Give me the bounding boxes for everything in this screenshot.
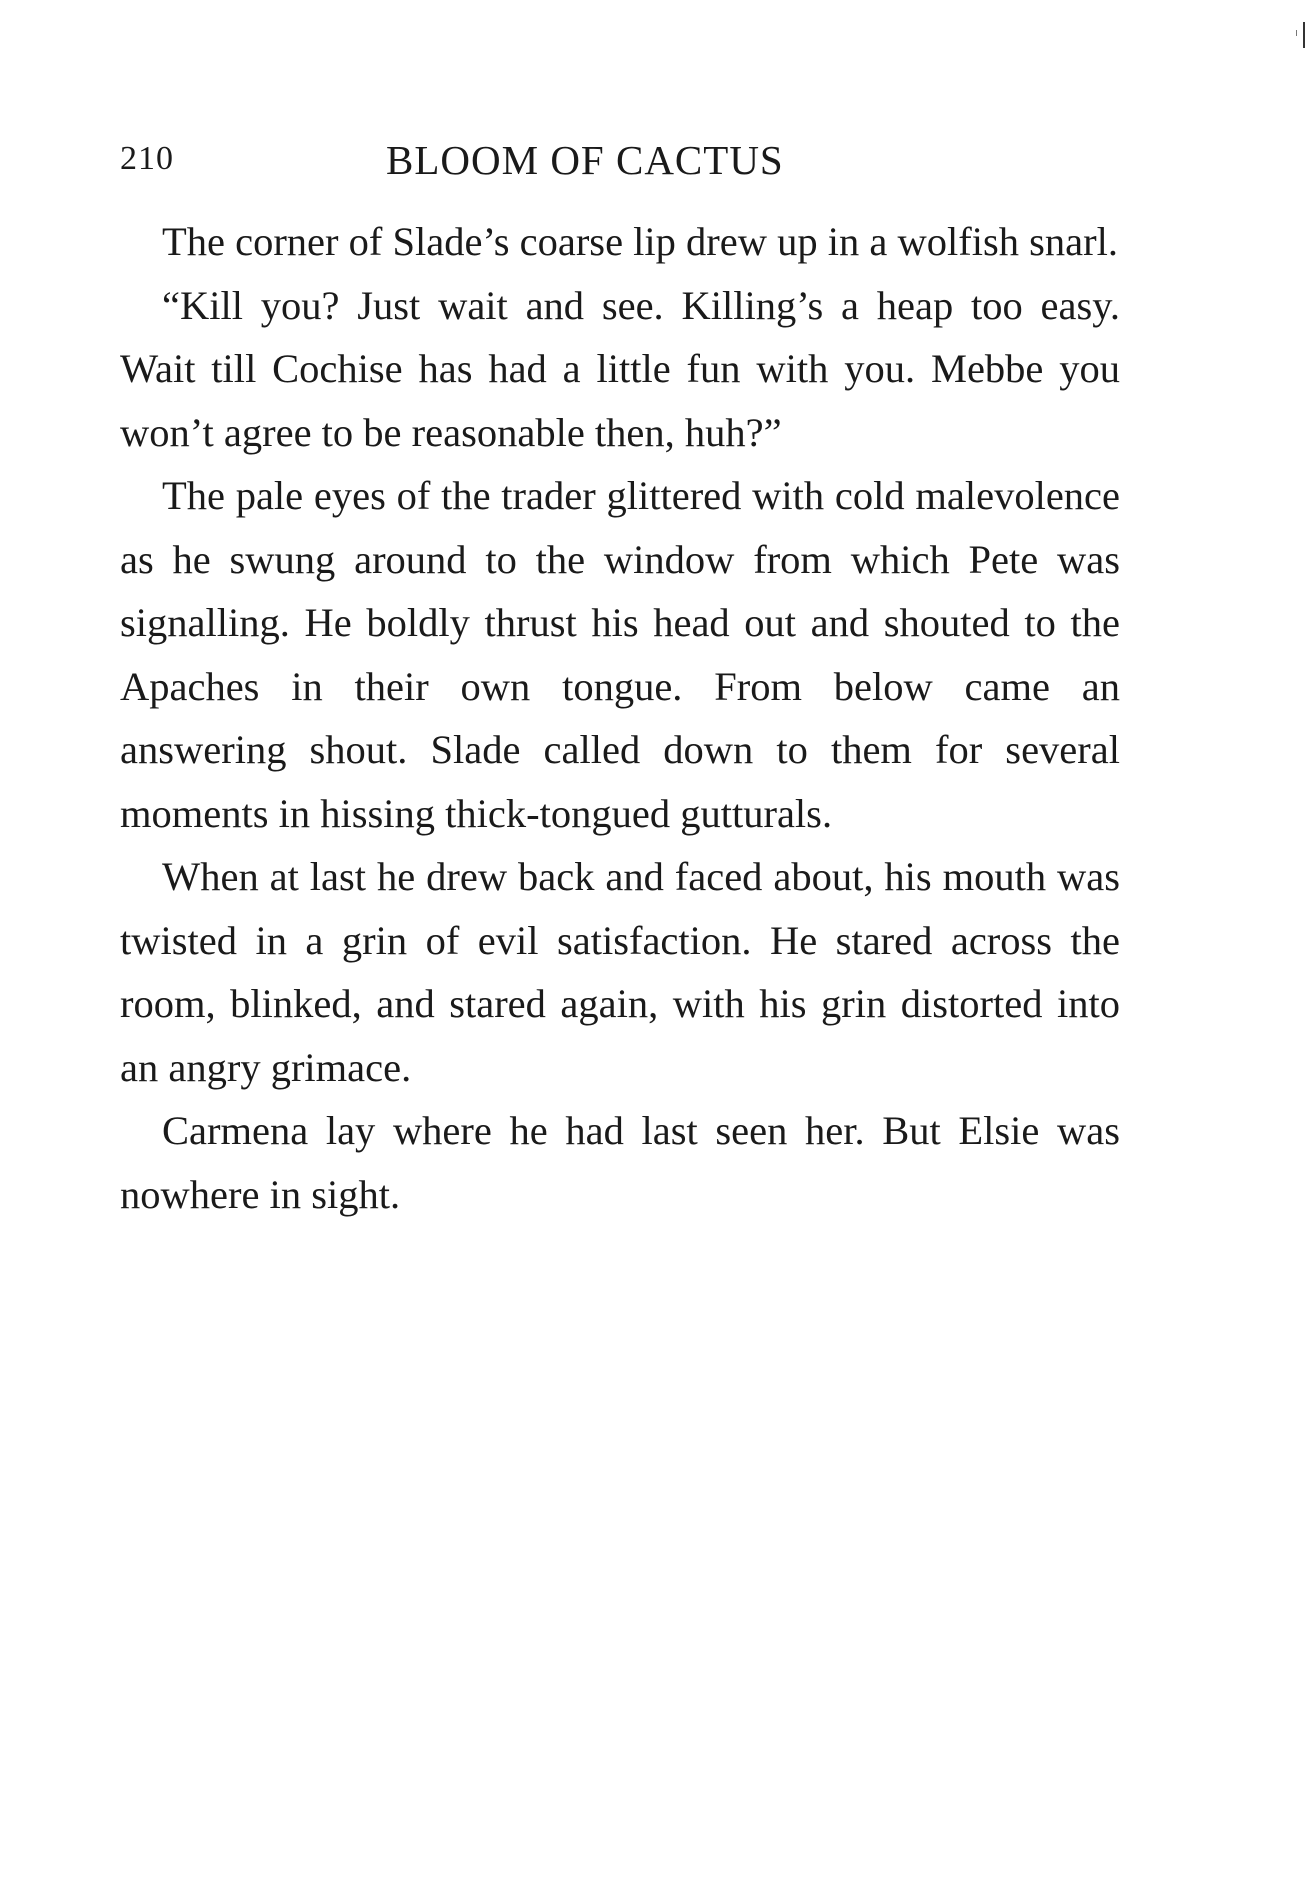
page-header xyxy=(120,136,1120,186)
paragraph: “Kill you? Just wait and see. Killing’s a heap too easy. Wait till Cochise has had a little fun with you. Mebbe you won’t agree to be reasonable then, huh?” xyxy=(120,282,1120,455)
paragraph: The pale eyes of the trader glittered with cold malevolence as he swung around to the window from which Pete was signalling. He boldly thrust his head out and shouted to the Apaches in their own tongue. From below came an answering shout. Slade called down to them for several moments in hissing thick-tongued gutturals. xyxy=(120,473,1120,836)
scan-edge-mark xyxy=(1303,22,1305,48)
running-title: BLOOM OF CACTUS xyxy=(386,137,784,183)
paragraph: The corner of Slade’s coarse lip drew up in a wolfish snarl. xyxy=(162,219,1118,264)
paragraph: Carmena lay where he had last seen her. But Elsie was nowhere in sight. xyxy=(120,1108,1120,1217)
page-number: 210 xyxy=(120,140,174,177)
body-text xyxy=(120,210,1120,1226)
paragraph: When at last he drew back and faced about, his mouth was twisted in a grin of evil satisfaction. He stared across the room, blinked, and stared again, with his grin distorted into an angry grimace. xyxy=(120,854,1120,1090)
scan-edge-mark xyxy=(1296,30,1297,36)
